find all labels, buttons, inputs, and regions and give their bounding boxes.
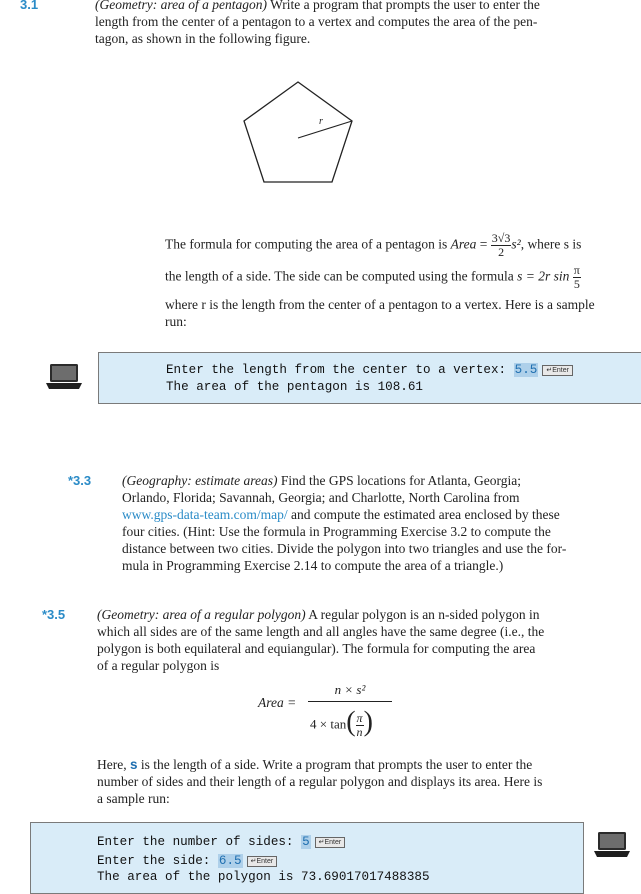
exercise-3-1-intro: [95, 0, 575, 47]
tan-text: 4 × tan: [310, 716, 347, 732]
side-formula: s = 2r sin: [517, 268, 570, 284]
exercise-number-3-1: 3.1: [20, 0, 39, 12]
text-line: a sample run:: [97, 791, 170, 806]
formula-fraction: [491, 232, 512, 259]
text-line: distance between two cities. Divide the polygon into two triangles and use the for-: [122, 541, 567, 556]
text-line: of a regular polygon is: [97, 658, 220, 673]
laptop-icon: [592, 830, 632, 860]
console-input: 6.5: [218, 854, 242, 868]
formula-text: , where s is: [520, 236, 582, 252]
text-line: Find the GPS locations for Atlanta, Georgia;: [277, 473, 521, 488]
exercise-3-1-title: (Geometry: area of a pentagon): [95, 0, 267, 12]
s-squared: s²: [511, 236, 521, 252]
console-input: 5: [302, 835, 310, 849]
text-line: which all sides are of the same length and all angles have the same degree (i.e., the: [97, 624, 545, 639]
radius-label: r: [319, 116, 323, 127]
text-line: number of sides and their length of a regular polygon and displays its area. Here is: [97, 774, 543, 789]
console-prompt: Enter the side:: [97, 854, 218, 868]
console-line: [166, 361, 573, 379]
frac-denominator: 5: [573, 277, 580, 291]
exercise-3-5-text: [97, 606, 577, 674]
text-line: A regular polygon is an n-sided polygon in: [305, 607, 540, 622]
gps-link[interactable]: www.gps-data-team.com/map/: [122, 507, 288, 522]
exercise-3-5-title: (Geometry: area of a regular polygon): [97, 607, 306, 622]
pentagon-formula-line-1: The formula for computing the area of a pentagon is Area = $\frac{3√3}{2}$ s², where s is: [165, 231, 582, 259]
text-line: Orlando, Florida; Savannah, Georgia; and Charlotte, North Carolina from: [122, 490, 520, 505]
exercise-3-3-title: (Geography: estimate areas): [122, 473, 278, 488]
text-line: four cities. (Hint: Use the formula in Programming Exercise 3.2 to compute the: [122, 524, 551, 539]
pentagon-figure: [240, 78, 360, 188]
formula-text: The formula for computing the area of a pentagon is: [165, 236, 448, 252]
variable-s: s: [129, 757, 138, 772]
formula-text: the length of a side. The side can be computed using the formula: [165, 268, 514, 284]
console-prompt: Enter the number of sides:: [97, 835, 302, 849]
frac-numerator: 3√3: [491, 231, 511, 245]
console-input: 5.5: [514, 363, 538, 377]
frac-numerator: π: [356, 711, 363, 725]
console-sample-run-3-5: [30, 822, 584, 894]
console-prompt: Enter the length from the center to a vertex:: [166, 363, 514, 377]
console-output: The area of the pentagon is 108.61: [166, 380, 423, 394]
formula-denominator: 4 × tan( $\frac{\pi}{n}$ ): [310, 706, 373, 739]
fraction-bar: [308, 701, 392, 702]
text-line: and compute the estimated area enclosed by these: [287, 507, 560, 522]
exercise-number-3-5: *3.5: [42, 607, 66, 622]
frac-denominator: 2: [498, 245, 505, 259]
console-output: The area of the polygon is 73.69017017488385: [97, 870, 430, 884]
intro-line: length from the center of a pentagon to a vertex and computes the area of the pen-: [95, 14, 538, 29]
enter-key-icon: ↵Enter: [315, 837, 346, 848]
text-line: polygon is both equilateral and equiangular). The formula for computing the area: [97, 641, 536, 656]
exercise-3-3-text: [122, 472, 600, 574]
enter-key-icon: ↵Enter: [542, 365, 573, 376]
text-line: mula in Programming Exercise 2.14 to compute the area of a triangle.): [122, 558, 504, 573]
intro-line: Write a program that prompts the user to enter the: [266, 0, 540, 12]
pentagon-formula-line-3: where r is the length from the center of a pentagon to a vertex. Here is a sample: [165, 297, 595, 312]
frac-denominator: n: [356, 725, 363, 739]
text-line: Here,: [97, 757, 130, 772]
laptop-icon: [44, 362, 84, 392]
exercise-3-5-after-formula: [97, 756, 577, 807]
pi-over-n-fraction: [356, 712, 364, 739]
pentagon-formula-line-2: [165, 264, 641, 291]
console-sample-run-3-1: [98, 352, 641, 404]
area-word: Area: [450, 236, 477, 252]
enter-key-icon: ↵Enter: [247, 856, 278, 867]
formula-numerator: n × s²: [334, 682, 366, 697]
text-line: is the length of a side. Write a program that prompts the user to enter the: [137, 757, 533, 772]
intro-line: tagon, as shown in the following figure.: [95, 31, 311, 46]
exercise-number-3-3: *3.3: [68, 473, 92, 488]
pi-over-5-fraction: [573, 264, 581, 291]
console-line: [97, 833, 345, 851]
frac-numerator: π: [573, 263, 580, 277]
formula-area-label: Area =: [258, 695, 297, 710]
pentagon-formula-line-4: run:: [165, 314, 187, 329]
